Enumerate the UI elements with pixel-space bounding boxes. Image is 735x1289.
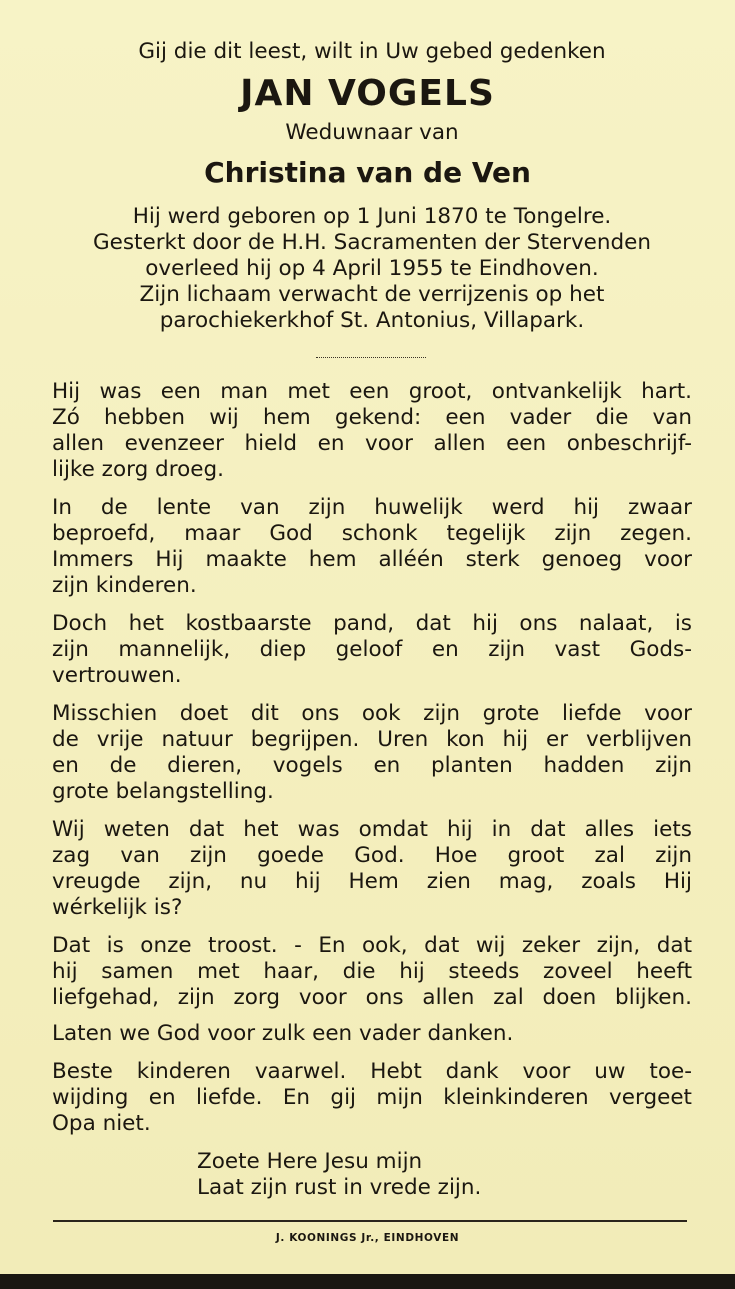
text-line: Opa niet. — [52, 1111, 151, 1136]
text-line: In de lente van zijn huwelijk werd hij zwaar — [52, 495, 692, 520]
text-line: de vrije natuur begrijpen. Uren kon hij er verblijven — [52, 727, 692, 752]
text-line: Misschien doet dit ons ook zijn grote liefde voor — [52, 701, 692, 726]
text-line: Dat is onze troost. - En ook, dat wij zeker zijn, dat — [52, 933, 692, 958]
spouse-name: Christina van de Ven — [204, 156, 531, 189]
text-line: vreugde zijn, nu hij Hem zien mag, zoals Hij — [52, 869, 692, 894]
text-line: Wij weten dat het was omdat hij in dat alles iets — [52, 817, 692, 842]
text-line: Immers Hij maakte hem alléén sterk genoeg voor — [52, 547, 692, 572]
text-line: Hij was een man met een groot, ontvankelijk hart. — [52, 379, 692, 404]
footer-rule — [53, 1220, 687, 1222]
deceased-name: JAN VOGELS — [240, 73, 495, 114]
prayer-line: Zoete Here Jesu mijn — [197, 1149, 423, 1174]
text-line: hij samen met haar, die hij steeds zoveel heeft — [52, 959, 692, 984]
text-line: liefgehad, zijn zorg voor ons allen zal doen blijken. — [52, 985, 692, 1010]
bio-line: overleed hij op 4 April 1955 te Eindhoven. — [145, 256, 599, 281]
relation-line: Weduwnaar van — [285, 120, 459, 145]
text-line: lijke zorg droeg. — [52, 457, 224, 482]
text-line: beproefd, maar God schonk tegelijk zijn zegen. — [52, 521, 692, 546]
text-line: wijding en liefde. En gij mijn kleinkinderen vergeet — [52, 1085, 692, 1110]
text-line: Zó hebben wij hem gekend: een vader die van — [52, 405, 692, 430]
text-line: wérkelijk is? — [52, 895, 183, 920]
bio-line: Zijn lichaam verwacht de verrijzenis op het — [139, 282, 605, 307]
text-line: allen evenzeer hield en voor allen een onbeschrijf- — [52, 431, 692, 456]
text-line: en de dieren, vogels en planten hadden zijn — [52, 753, 692, 778]
scan-bottom-edge — [0, 1274, 735, 1289]
intro-line: Gij die dit leest, wilt in Uw gebed gedenken — [138, 39, 606, 64]
prayer-line: Laat zijn rust in vrede zijn. — [197, 1175, 482, 1200]
text-line: Laten we God voor zulk een vader danken. — [52, 1021, 514, 1046]
divider — [316, 357, 426, 358]
bio-line: parochiekerkhof St. Antonius, Villapark. — [159, 308, 585, 333]
bio-line: Gesterkt door de H.H. Sacramenten der Stervenden — [92, 230, 652, 255]
text-line: Doch het kostbaarste pand, dat hij ons nalaat, is — [52, 611, 692, 636]
text-line: Beste kinderen vaarwel. Hebt dank voor uw toe- — [52, 1059, 692, 1084]
text-line: zijn kinderen. — [52, 573, 197, 598]
text-line: zag van zijn goede God. Hoe groot zal zijn — [52, 843, 692, 868]
bio-line: Hij werd geboren op 1 Juni 1870 te Tongelre. — [132, 204, 612, 229]
text-line: vertrouwen. — [52, 663, 182, 688]
text-line: grote belangstelling. — [52, 779, 274, 804]
text-line: zijn mannelijk, diep geloof en zijn vast Gods- — [52, 637, 692, 662]
printer-imprint: J. KOONINGS Jr., EINDHOVEN — [275, 1232, 460, 1244]
